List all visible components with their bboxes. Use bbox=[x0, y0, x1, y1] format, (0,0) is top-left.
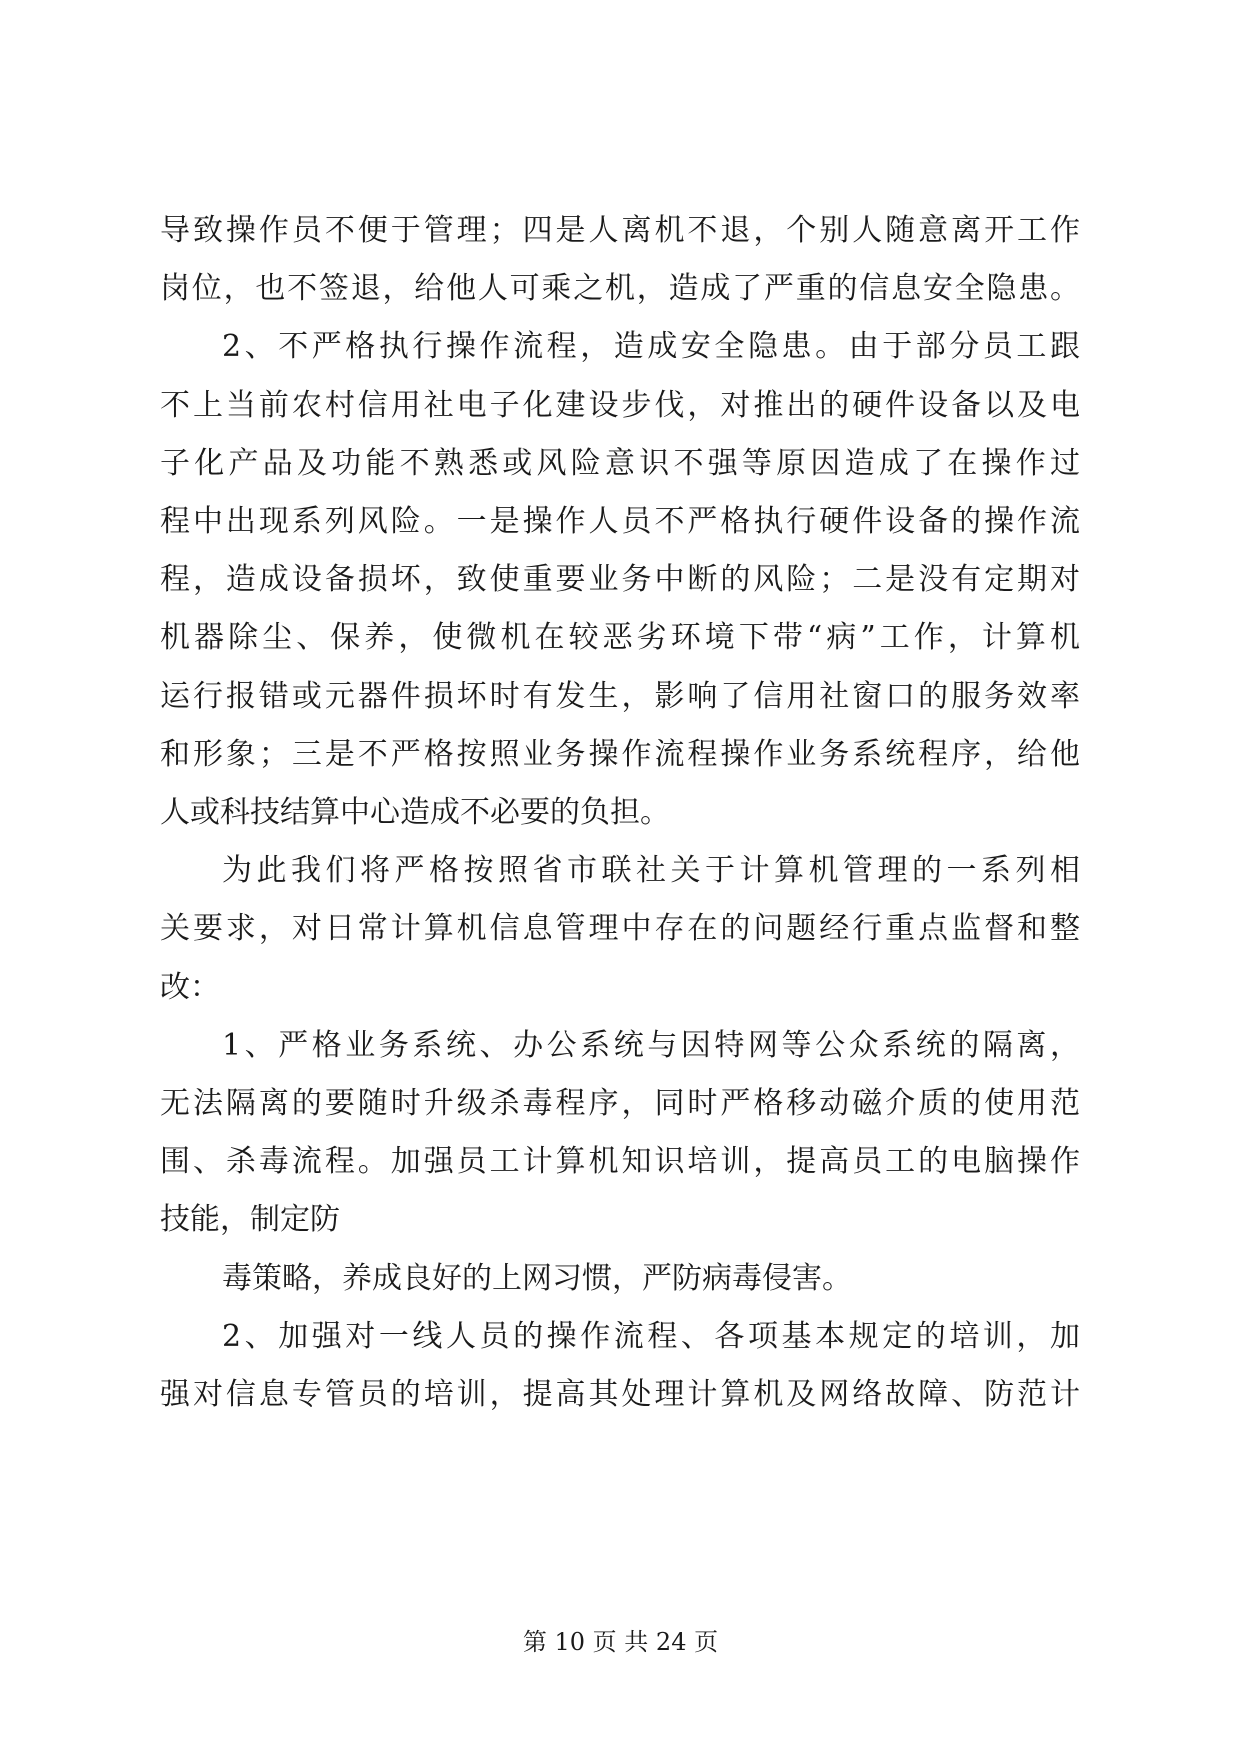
text-line: 围、杀毒流程。加强员工计算机知识培训，提高员工的电脑操作 bbox=[160, 1144, 1080, 1180]
text-line: 2、不严格执行操作流程，造成安全隐患。由于部分员工跟 bbox=[222, 329, 1080, 365]
text-line: 2、加强对一线人员的操作流程、各项基本规定的培训，加 bbox=[222, 1318, 1080, 1354]
text-line: 为此我们将严格按照省市联社关于计算机管理的一系列相 bbox=[222, 853, 1080, 889]
text-line: 不上当前农村信用社电子化建设步伐，对推出的硬件设备以及电 bbox=[160, 387, 1080, 423]
text-line: 岗位，也不签退，给他人可乘之机，造成了严重的信息安全隐患。 bbox=[160, 271, 1080, 307]
text-line: 和形象；三是不严格按照业务操作流程操作业务系统程序，给他 bbox=[160, 736, 1080, 772]
text-line: 强对信息专管员的培训，提高其处理计算机及网络故障、防范计 bbox=[160, 1377, 1080, 1412]
text-line: 关要求，对日常计算机信息管理中存在的问题经行重点监督和整 bbox=[160, 911, 1080, 947]
text-line: 程，造成设备损坏，致使重要业务中断的风险；二是没有定期对 bbox=[160, 562, 1080, 598]
text-line: 无法隔离的要随时升级杀毒程序，同时严格移动磁介质的使用范 bbox=[160, 1086, 1080, 1121]
text-line: 程中出现系列风险。一是操作人员不严格执行硬件设备的操作流 bbox=[160, 504, 1080, 539]
text-line: 人或科技结算中心造成不必要的负担。 bbox=[160, 795, 670, 830]
text-line: 技能，制定防 bbox=[160, 1202, 340, 1238]
text-line: 子化产品及功能不熟悉或风险意识不强等原因造成了在操作过 bbox=[160, 445, 1080, 481]
text-line: 机器除尘、保养，使微机在较恶劣环境下带“病”工作，计算机 bbox=[160, 620, 1080, 656]
text-line: 1、严格业务系统、办公系统与因特网等公众系统的隔离， bbox=[222, 1027, 1080, 1063]
text-line: 运行报错或元器件损坏时有发生，影响了信用社窗口的服务效率 bbox=[160, 678, 1080, 714]
text-line: 毒策略，养成良好的上网习惯，严防病毒侵害。 bbox=[222, 1260, 852, 1296]
text-line: 导致操作员不便于管理；四是人离机不退，个别人随意离开工作 bbox=[160, 213, 1080, 248]
text-line: 改： bbox=[160, 969, 220, 1005]
page-footer: 第 10 页 共 24 页 bbox=[522, 1628, 719, 1656]
